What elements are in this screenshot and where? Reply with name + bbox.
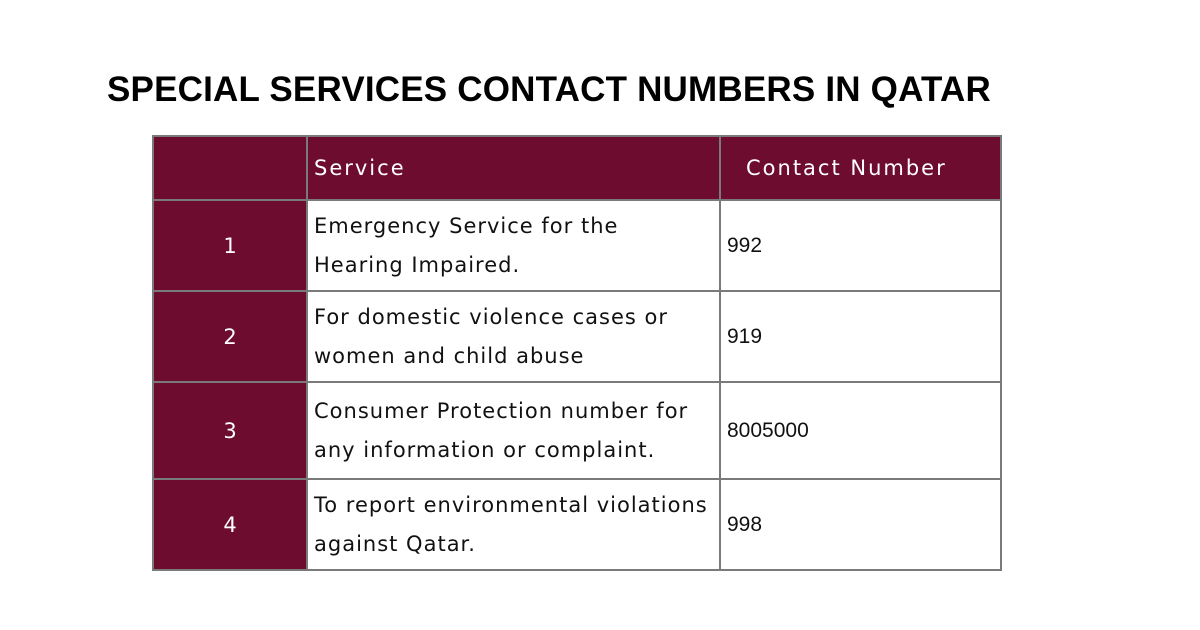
row-number-cell: 3 <box>153 382 307 479</box>
service-cell: To report environmental violations against Qatar. <box>307 479 720 570</box>
services-table <box>152 135 1002 571</box>
service-cell: For domestic violence cases or women and child abuse <box>307 291 720 382</box>
header-number <box>153 136 307 200</box>
table-header-row <box>153 136 1001 200</box>
row-number-cell: 4 <box>153 479 307 570</box>
header-contact-number: Contact Number <box>720 136 1001 200</box>
row-number-cell: 1 <box>153 200 307 291</box>
contact-number-cell: 919 <box>720 291 1001 382</box>
table-row <box>153 382 1001 479</box>
table-row <box>153 479 1001 570</box>
service-cell: Emergency Service for the Hearing Impaired. <box>307 200 720 291</box>
contact-number-cell: 8005000 <box>720 382 1001 479</box>
contact-number-cell: 998 <box>720 479 1001 570</box>
table-row <box>153 291 1001 382</box>
service-cell: Consumer Protection number for any information or complaint. <box>307 382 720 479</box>
row-number-cell: 2 <box>153 291 307 382</box>
contact-number-cell: 992 <box>720 200 1001 291</box>
page-title: SPECIAL SERVICES CONTACT NUMBERS IN QATAR <box>107 70 991 109</box>
header-service: Service <box>307 136 720 200</box>
table-row <box>153 200 1001 291</box>
